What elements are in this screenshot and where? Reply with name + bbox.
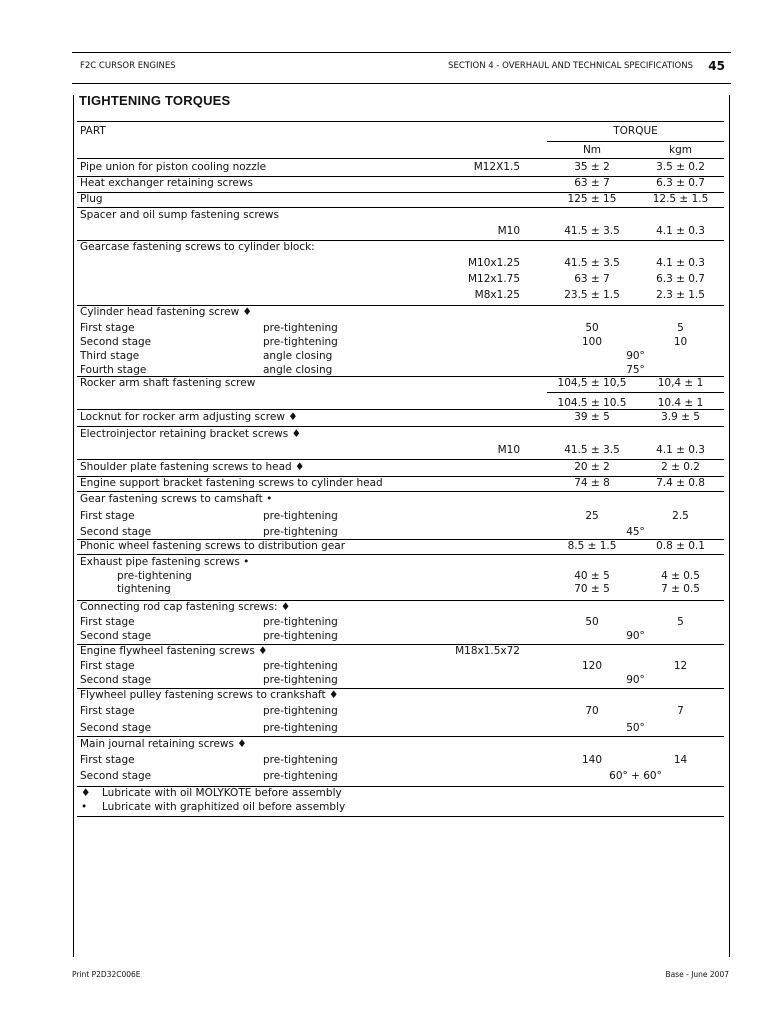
part-name: Gear fastening screws to camshaft • [80,493,273,505]
col-part-header: PART [80,125,106,137]
torque-nm: 35 ± 2 [574,161,610,173]
page-header [72,52,731,84]
torque-kgm: 12 [673,660,688,672]
operation-label: angle closing [263,350,333,362]
operation-label: pre-tightening [263,674,338,686]
part-name: Flywheel pulley fastening screws to crankshaft ♦ [80,689,339,701]
operation-label: pre-tightening [263,322,338,334]
torque-kgm: 2 ± 0.2 [661,461,700,473]
operation-label: pre-tightening [263,754,338,766]
part-name: Plug [80,193,103,205]
row-rule [77,207,724,208]
torque-nm: 63 ± 7 [574,273,610,285]
torque-kgm: 5 [677,616,684,628]
thread-size: M10 [497,225,520,237]
operation-label: pre-tightening [263,526,338,538]
operation-label: pre-tightening [263,770,338,782]
angle-value: 75° [626,364,645,376]
stage-label: First stage [80,754,135,766]
operation-label: pre-tightening [263,510,338,522]
row-rule [77,459,724,460]
stage-label: Second stage [80,630,152,642]
thread-size: M12x1.75 [467,273,520,285]
note-text: Lubricate with oil MOLYKOTE before assembly [102,787,342,799]
torque-kgm: 5 [677,322,684,334]
part-name: Shoulder plate fastening screws to head ♦ [80,461,305,473]
torque-nm: 8.5 ± 1.5 [567,540,617,552]
stage-label: Second stage [80,336,152,348]
part-name: Electroinjector retaining bracket screws ♦ [80,428,301,440]
torque-nm: 70 ± 5 [574,583,610,595]
angle-value: 90° [626,350,645,362]
row-rule [77,426,724,427]
torque-kgm: 7.4 ± 0.8 [656,477,705,489]
sub-operation-label: tightening [117,583,171,595]
left-border [73,95,74,957]
operation-label: pre-tightening [263,660,338,672]
torque-nm: 63 ± 7 [574,177,610,189]
torque-rule [547,141,724,142]
note-symbol: ♦ [81,787,91,799]
operation-label: pre-tightening [263,705,338,717]
stage-label: First stage [80,510,135,522]
page-number: 45 [708,59,725,73]
torque-kgm: 3.5 ± 0.2 [656,161,705,173]
torque-nm: 23.5 ± 1.5 [564,289,620,301]
torque-nm: 100 [581,336,603,348]
torque-kgm: 2.3 ± 1.5 [656,289,705,301]
angle-value: 90° [626,674,645,686]
torque-kgm: 3.9 ± 5 [661,411,700,423]
part-name: Rocker arm shaft fastening screw [80,377,256,389]
row-rule [547,392,724,393]
part-name: Main journal retaining screws ♦ [80,738,247,750]
torque-kgm: 7 ± 0.5 [661,583,700,595]
torque-kgm: 6.3 ± 0.7 [656,177,705,189]
part-name: Heat exchanger retaining screws [80,177,253,189]
torque-nm: 20 ± 2 [574,461,610,473]
part-name: Locknut for rocker arm adjusting screw ♦ [80,411,298,423]
stage-label: Third stage [80,350,140,362]
angle-value: 45° [626,526,645,538]
part-name: Phonic wheel fastening screws to distribution gear [80,540,346,552]
torque-nm: 70 [585,705,599,717]
stage-label: First stage [80,660,135,672]
thread-size: M8x1.25 [474,289,520,301]
note-text: Lubricate with graphitized oil before assembly [102,801,346,813]
thread-size: M10x1.25 [467,257,520,269]
stage-label: Fourth stage [80,364,147,376]
torque-nm: 25 [585,510,599,522]
torque-nm: 74 ± 8 [574,477,610,489]
stage-label: First stage [80,322,135,334]
torque-nm: 41.5 ± 3.5 [564,225,620,237]
col-nm-header: Nm [582,144,602,156]
section-title: SECTION 4 - OVERHAUL AND TECHNICAL SPECIFICATIONS [448,61,693,71]
part-name: Gearcase fastening screws to cylinder block: [80,241,315,253]
torque-nm: 50 [585,322,599,334]
print-code: Print P2D32C006E [72,970,141,979]
torque-nm: 41.5 ± 3.5 [564,257,620,269]
part-name: Exhaust pipe fastening screws • [80,556,250,568]
torque-kgm: 4.1 ± 0.3 [656,444,705,456]
torque-nm: 125 ± 15 [567,193,617,205]
angle-value: 60° + 60° [609,770,662,782]
operation-label: angle closing [263,364,333,376]
torque-nm: 50 [585,616,599,628]
right-border [729,95,730,957]
torque-kgm: 10.4 ± 1 [657,397,704,409]
torque-kgm: 2.5 [672,510,689,522]
torque-kgm: 7 [677,705,684,717]
part-name: Connecting rod cap fastening screws: ♦ [80,601,291,613]
operation-label: pre-tightening [263,722,338,734]
row-rule [77,491,724,492]
stage-label: Second stage [80,770,152,782]
torque-nm: 40 ± 5 [574,570,610,582]
torque-nm: 104,5 ± 10,5 [557,377,627,389]
part-name: Engine flywheel fastening screws ♦ [80,645,268,657]
torque-nm: 39 ± 5 [574,411,610,423]
torque-kgm: 4.1 ± 0.3 [656,225,705,237]
header-bottom-rule [77,158,724,159]
col-kgm-header: kgm [669,144,692,156]
stage-label: First stage [80,616,135,628]
part-name: Engine support bracket fastening screws to cylinder head [80,477,383,489]
table-bottom-rule [77,816,724,817]
torque-kgm: 6.3 ± 0.7 [656,273,705,285]
page-title: TIGHTENING TORQUES [79,93,231,108]
torque-kgm: 10,4 ± 1 [657,377,704,389]
torque-kgm: 12.5 ± 1.5 [652,193,709,205]
torque-nm: 104.5 ± 10.5 [557,397,627,409]
stage-label: Second stage [80,674,152,686]
operation-label: pre-tightening [263,630,338,642]
row-rule [77,554,724,555]
table-top-rule [77,121,724,122]
stage-label: First stage [80,705,135,717]
angle-value: 50° [626,722,645,734]
torque-nm: 41.5 ± 3.5 [564,444,620,456]
torque-kgm: 4.1 ± 0.3 [656,257,705,269]
thread-size: M18x1.5x72 [455,645,520,657]
row-rule [77,736,724,737]
part-name: Cylinder head fastening screw ♦ [80,306,252,318]
operation-label: pre-tightening [263,616,338,628]
thread-size: M10 [497,444,520,456]
torque-nm: 140 [581,754,603,766]
angle-value: 90° [626,630,645,642]
torque-kgm: 0.8 ± 0.1 [656,540,705,552]
torque-kgm: 14 [673,754,688,766]
manual-title: F2C CURSOR ENGINES [80,61,176,71]
sub-operation-label: pre-tightening [117,570,192,582]
row-rule [77,409,724,410]
part-name: Spacer and oil sump fastening screws [80,209,279,221]
torque-kgm: 4 ± 0.5 [661,570,700,582]
edition-date: Base - June 2007 [665,970,729,979]
thread-size: M12X1.5 [473,161,520,173]
part-name: Pipe union for piston cooling nozzle [80,161,267,173]
stage-label: Second stage [80,722,152,734]
note-symbol: • [81,801,88,813]
operation-label: pre-tightening [263,336,338,348]
col-torque-header: TORQUE [613,125,658,137]
torque-nm: 120 [581,660,603,672]
stage-label: Second stage [80,526,152,538]
torque-kgm: 10 [673,336,688,348]
